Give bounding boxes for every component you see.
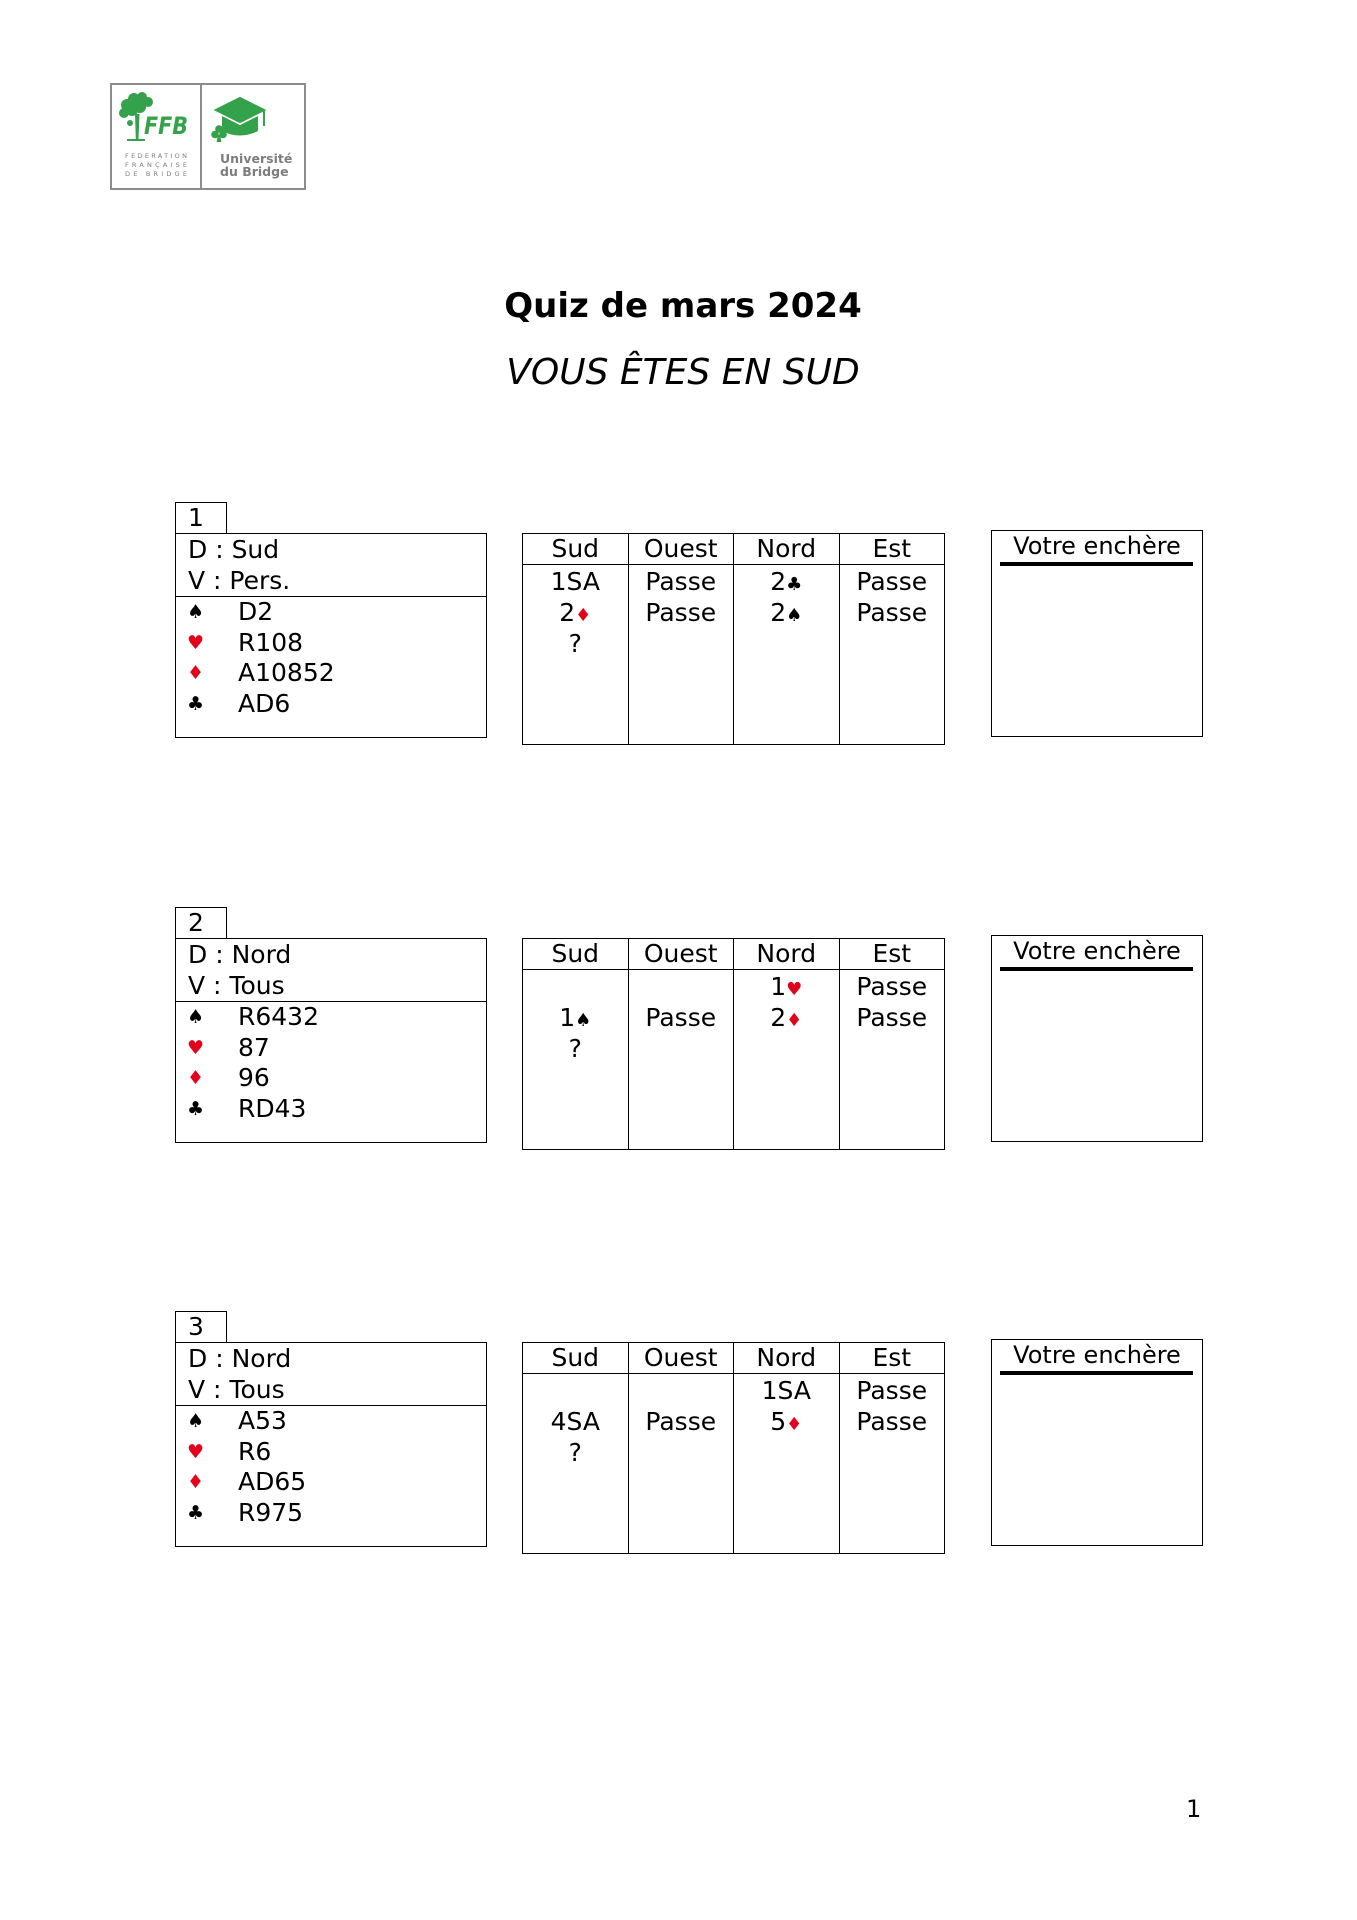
hand-box: [175, 1342, 487, 1547]
logo-graphic: [110, 83, 306, 190]
page-subtitle: VOUS ÊTES EN SUD: [506, 352, 860, 393]
heart-icon: ♥: [187, 1440, 205, 1463]
bid-cell: Passe: [856, 1407, 928, 1436]
heart-icon: ♥: [187, 1036, 205, 1059]
bidding-column-sud: [523, 534, 628, 744]
bid-cell: 1♥: [770, 972, 803, 1001]
bid-cell: [734, 1033, 839, 1064]
bidding-header-sud: Sud: [523, 1343, 628, 1374]
dealer-line: D : Nord: [188, 940, 292, 969]
dealer-line: D : Sud: [188, 535, 280, 564]
bidding-header-est: Est: [840, 939, 945, 970]
bid-cell: 1♠: [559, 1003, 592, 1032]
diamond-icon: ♦: [187, 1067, 205, 1089]
bidding-column-ouest: [628, 1343, 734, 1553]
bid-cell: 2♠: [770, 598, 803, 627]
diamond-cards: A10852: [238, 658, 335, 687]
spade-cards: R6432: [238, 1002, 319, 1031]
hand-clubs: [176, 1094, 486, 1125]
club-icon: ♣: [187, 692, 205, 715]
hand-spades: [176, 1406, 486, 1437]
bid-cell: Passe: [856, 567, 928, 596]
answer-label: Votre enchère: [1013, 937, 1181, 965]
hand-clubs: [176, 1498, 486, 1529]
ffb-universite-logo: [110, 83, 306, 190]
spade-icon: ♠: [187, 1006, 205, 1028]
answer-underline: [1000, 562, 1193, 566]
bidding-column-est: [839, 939, 945, 1149]
heart-cards: 87: [238, 1032, 270, 1062]
bid-cell: Passe: [645, 1407, 717, 1436]
bid-cell: [629, 971, 734, 1002]
hand-diamonds: [176, 1063, 486, 1094]
bid-cell: [734, 1437, 839, 1468]
bidding-header-ouest: Ouest: [629, 534, 734, 565]
bid-cell: ?: [568, 629, 582, 658]
bidding-header-ouest: Ouest: [629, 939, 734, 970]
bid-cell: 2♣: [770, 567, 803, 596]
deal-info: [176, 939, 486, 1002]
diamond-cards: AD65: [238, 1467, 307, 1496]
club-cards: R975: [238, 1497, 304, 1527]
hand-spades: [176, 1002, 486, 1033]
bidding-header-sud: Sud: [523, 534, 628, 565]
deal-number: 2: [175, 907, 227, 940]
page-number: 1: [1186, 1795, 1202, 1823]
bidding-header-nord: Nord: [734, 939, 839, 970]
dealer-line: D : Nord: [188, 1344, 292, 1373]
diamond-icon: ♦: [786, 1414, 803, 1435]
bidding-column-ouest: [628, 534, 734, 744]
vulnerability-line: V : Tous: [188, 1375, 285, 1404]
bidding-column-est: [839, 1343, 945, 1553]
bid-cell: Passe: [856, 1376, 928, 1405]
bidding-column-sud: [523, 1343, 628, 1553]
vulnerability-line: V : Pers.: [188, 566, 291, 595]
bidding-table: [522, 1342, 945, 1554]
bid-cell: 1SA: [550, 567, 600, 596]
answer-box: [991, 935, 1203, 1142]
ffb-logo-text: FFB: [144, 112, 188, 140]
deal-3: [0, 1311, 1357, 1556]
hand-hearts: [176, 1437, 486, 1468]
bid-cell: 2♦: [559, 598, 592, 627]
heart-icon: ♥: [187, 631, 205, 654]
club-cards: RD43: [238, 1093, 307, 1123]
spade-icon: ♠: [786, 605, 803, 626]
hand-hearts: [176, 628, 486, 659]
bidding-column-est: [839, 534, 945, 744]
deal-info: [176, 1343, 486, 1406]
page-title: Quiz de mars 2024: [504, 286, 862, 326]
answer-label: Votre enchère: [1013, 532, 1181, 560]
answer-box: [991, 530, 1203, 737]
bid-cell: Passe: [645, 567, 717, 596]
diamond-icon: ♦: [187, 662, 205, 684]
hand-clubs: [176, 689, 486, 720]
federation-line-3: DE BRIDGE: [125, 170, 187, 178]
diamond-icon: ♦: [187, 1471, 205, 1493]
hand-spades: [176, 597, 486, 628]
deal-info: [176, 534, 486, 597]
club-icon: ♣: [786, 574, 803, 595]
bidding-column-ouest: [628, 939, 734, 1149]
club-cards: AD6: [238, 688, 291, 718]
deal-1: [0, 502, 1357, 747]
heart-icon: ♥: [786, 979, 803, 1000]
bidding-column-nord: [733, 534, 839, 744]
bid-cell: [523, 1375, 628, 1406]
bid-cell: 5♦: [770, 1407, 803, 1436]
hand-diamonds: [176, 658, 486, 689]
answer-label: Votre enchère: [1013, 1341, 1181, 1369]
bidding-header-ouest: Ouest: [629, 1343, 734, 1374]
spade-icon: ♠: [187, 601, 205, 623]
bidding-table: [522, 533, 945, 745]
hand-box: [175, 938, 487, 1143]
bidding-header-nord: Nord: [734, 534, 839, 565]
bid-cell: [629, 1033, 734, 1064]
diamond-icon: ♦: [786, 1010, 803, 1031]
bid-cell: Passe: [645, 598, 717, 627]
bid-cell: [523, 971, 628, 1002]
heart-cards: R108: [238, 627, 304, 657]
spade-cards: A53: [238, 1406, 287, 1435]
spade-icon: ♠: [575, 1010, 592, 1031]
heart-cards: R6: [238, 1436, 272, 1466]
hand-box: [175, 533, 487, 738]
bid-cell: ?: [568, 1438, 582, 1467]
bid-cell: 4SA: [550, 1407, 600, 1436]
bid-cell: [629, 628, 734, 659]
deal-number: 3: [175, 1311, 227, 1344]
bid-cell: [840, 1437, 945, 1468]
spade-cards: D2: [238, 597, 274, 626]
bid-cell: [629, 1437, 734, 1468]
bidding-column-nord: [733, 939, 839, 1149]
bidding-header-est: Est: [840, 1343, 945, 1374]
bid-cell: [840, 1033, 945, 1064]
spade-icon: ♠: [187, 1410, 205, 1432]
deal-2: [0, 907, 1357, 1152]
hand-hearts: [176, 1033, 486, 1064]
bidding-header-nord: Nord: [734, 1343, 839, 1374]
bidding-header-est: Est: [840, 534, 945, 565]
bidding-header-sud: Sud: [523, 939, 628, 970]
hand-diamonds: [176, 1467, 486, 1498]
bid-cell: [734, 628, 839, 659]
club-icon: ♣: [187, 1501, 205, 1524]
universite-line-2: du Bridge: [220, 164, 289, 179]
bid-cell: 1SA: [761, 1376, 811, 1405]
answer-box: [991, 1339, 1203, 1546]
bidding-column-sud: [523, 939, 628, 1149]
universite-line-1: Université: [220, 151, 293, 166]
answer-underline: [1000, 967, 1193, 971]
bid-cell: 2♦: [770, 1003, 803, 1032]
bidding-table: [522, 938, 945, 1150]
vulnerability-line: V : Tous: [188, 971, 285, 1000]
bid-cell: [629, 1375, 734, 1406]
bid-cell: Passe: [856, 1003, 928, 1032]
federation-line-2: FRANÇAISE: [125, 161, 187, 169]
bid-cell: Passe: [645, 1003, 717, 1032]
deal-number: 1: [175, 502, 227, 535]
diamond-icon: ♦: [575, 605, 592, 626]
bidding-column-nord: [733, 1343, 839, 1553]
bid-cell: ?: [568, 1034, 582, 1063]
bid-cell: Passe: [856, 598, 928, 627]
club-icon: ♣: [187, 1097, 205, 1120]
diamond-cards: 96: [238, 1063, 270, 1092]
answer-underline: [1000, 1371, 1193, 1375]
bid-cell: Passe: [856, 972, 928, 1001]
bid-cell: [840, 628, 945, 659]
federation-line-1: FEDERATION: [125, 152, 187, 160]
